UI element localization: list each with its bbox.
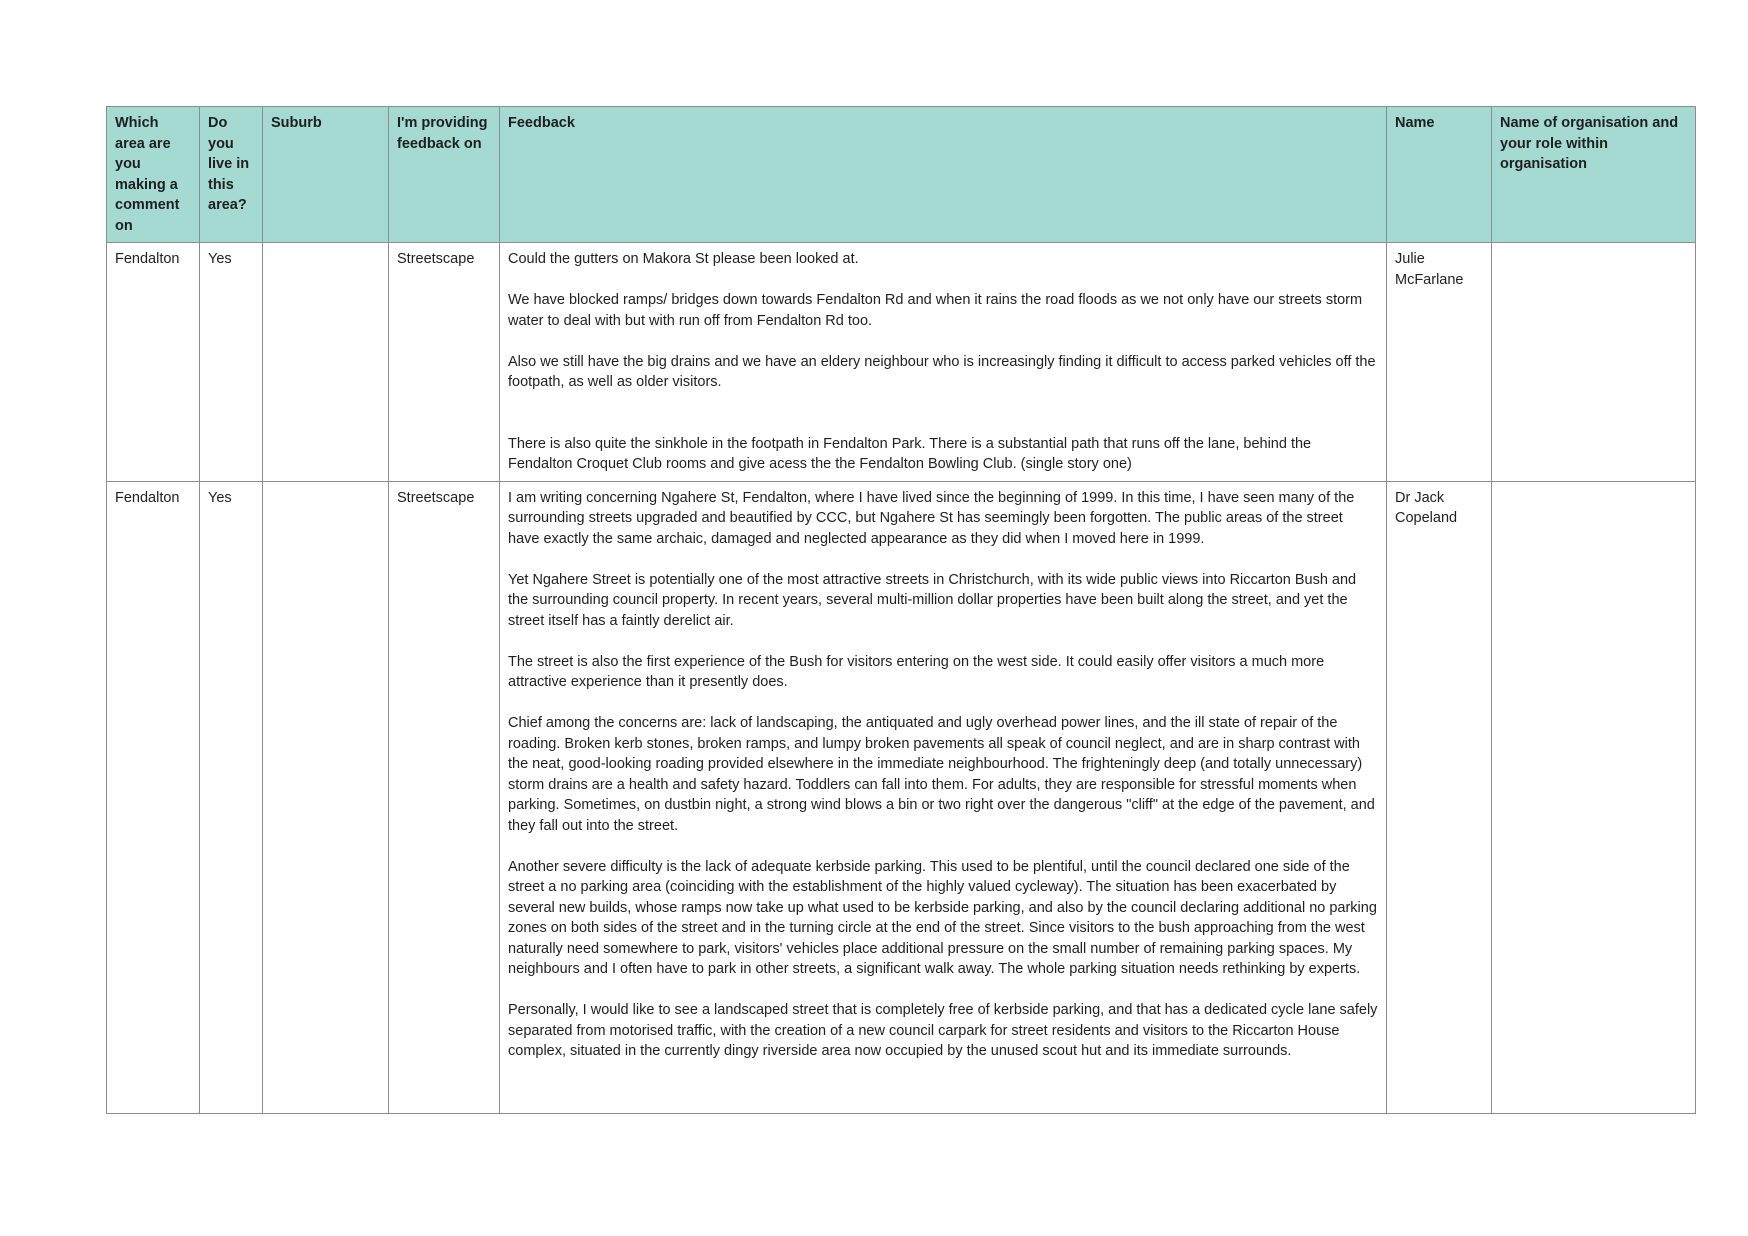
header-row [107, 107, 1696, 243]
header-live: Do you live in this area? [200, 107, 263, 243]
feedback-paragraph: Yet Ngahere Street is potentially one of the most attractive streets in Christchurch, with its wide public views into Riccarton Bush and the surrounding council property. In recent years, several multi-million dollar properties have been built along the street, and yet the street itself has a faintly derelict air. [508, 571, 1357, 629]
header-topic: I'm providing feedback on [389, 107, 500, 243]
cell-feedback [500, 481, 1387, 1113]
cell-topic: Streetscape [389, 481, 500, 1113]
cell-suburb [263, 481, 389, 1113]
cell-live: Yes [200, 481, 263, 1113]
feedback-paragraph: Another severe difficulty is the lack of adequate kerbside parking. This used to be plentiful, until the council declared one side of the street a no parking area (coinciding with the establishment of the highly valued cycleway). The situation has been exacerbated by several new builds, whose ramps now take up what used to be kerbside parking, and also by the council declaring additional no parking zones on both sides of the street and in the turning circle at the end of the street. Since visitors to the bush approaching from the west naturally need somewhere to park, visitors' vehicles place additional pressure on the small number of remaining parking spaces. My neighbours and I often have to park in other streets, a significant walk away. The whole parking situation needs rethinking by experts. [508, 858, 1377, 977]
feedback-paragraph: We have blocked ramps/ bridges down towards Fendalton Rd and when it rains the road floods as we not only have our streets storm water to deal with but with run off from Fendalton Rd too. [508, 292, 1363, 329]
header-feedback: Feedback [500, 107, 1387, 243]
feedback-paragraph: There is also quite the sinkhole in the footpath in Fendalton Park. There is a substantial path that runs off the lane, behind the Fendalton Croquet Club rooms and give acess the the Fendalton Bowling Club. (single story one) [508, 435, 1312, 472]
cell-suburb [263, 243, 389, 482]
feedback-paragraph: Could the gutters on Makora St please been looked at. [508, 251, 859, 267]
document-page [106, 106, 1695, 1114]
cell-feedback [500, 243, 1387, 482]
table-row [107, 243, 1696, 482]
header-suburb: Suburb [263, 107, 389, 243]
feedback-paragraph: The street is also the first experience of the Bush for visitors entering on the west side. It could easily offer visitors a much more attractive experience than it presently does. [508, 653, 1325, 690]
cell-org [1492, 243, 1696, 482]
cell-area: Fendalton [107, 481, 200, 1113]
cell-name: Julie McFarlane [1387, 243, 1492, 482]
cell-live: Yes [200, 243, 263, 482]
header-name: Name [1387, 107, 1492, 243]
feedback-paragraph: Personally, I would like to see a landscaped street that is completely free of kerbside parking, and that has a dedicated cycle lane safely separated from motorised traffic, with the creation of a new council carpark for street residents and visitors to the Riccarton House complex, situated in the currently dingy riverside area now occupied by the unused scout hut and its immediate surrounds. [508, 1002, 1378, 1059]
header-area: Which area are you making a comment on [107, 107, 200, 243]
feedback-paragraph: Chief among the concerns are: lack of landscaping, the antiquated and ugly overhead power lines, and the ill state of repair of the roading. Broken kerb stones, broken ramps, and lumpy broken pavements all speak of council neglect, and are in sharp contrast with the neat, good-looking roading provided elsewhere in the immediate neighbourhood. The frighteningly deep (and totally unnecessary) storm drains are a health and safety hazard. Toddlers can fall into them. For adults, they are responsible for stressful moments when parking. Sometimes, on dustbin night, a strong wind blows a bin or two right over the dangerous "cliff" at the edge of the pavement, and they fall out into the street. [508, 715, 1375, 834]
header-org: Name of organisation and your role within organisation [1492, 107, 1696, 243]
blank-line [508, 413, 1378, 434]
feedback-paragraph: I am writing concerning Ngahere St, Fendalton, where I have lived since the beginning of 1999. In this time, I have seen many of the surrounding streets upgraded and beautified by CCC, but Ngahere St has seemingly been forgotten. The public areas of the street have exactly the same archaic, damaged and neglected appearance as they did when I moved here in 1999. [508, 489, 1355, 547]
table-row [107, 481, 1696, 1113]
cell-topic: Streetscape [389, 243, 500, 482]
cell-org [1492, 481, 1696, 1113]
feedback-paragraph: Also we still have the big drains and we have an eldery neighbour who is increasingly finding it difficult to access parked vehicles off the footpath, as well as older visitors. [508, 353, 1376, 390]
cell-area: Fendalton [107, 243, 200, 482]
cell-name: Dr Jack Copeland [1387, 481, 1492, 1113]
feedback-table [106, 106, 1696, 1114]
